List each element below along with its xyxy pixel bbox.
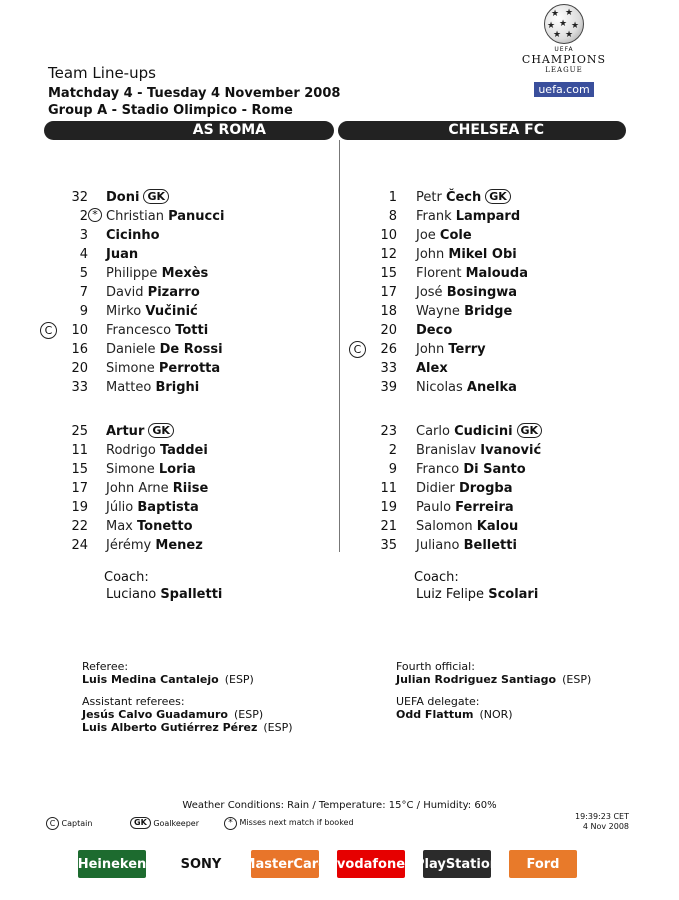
- matchday-line: Matchday 4 - Tuesday 4 November 2008: [48, 86, 341, 101]
- player-last-name: Baptista: [137, 500, 199, 515]
- player-last-name: Artur: [106, 424, 145, 439]
- goalkeeper-icon: GK: [485, 189, 511, 204]
- player-last-name: Čech: [445, 190, 482, 205]
- assistants-label: Assistant referees:: [82, 695, 185, 708]
- away-subs-row: [0, 517, 679, 536]
- home-player-number: 4: [79, 247, 88, 262]
- away-player-name: [416, 188, 511, 207]
- assistant1-name: [82, 708, 263, 721]
- logo-uefa-text: UEFA: [554, 46, 574, 53]
- home-player-number: 10: [71, 323, 88, 338]
- away-player-number: 9: [388, 462, 397, 477]
- away-player-name: [416, 245, 517, 264]
- away-player-number: 26: [380, 342, 397, 357]
- fourth-official-name-text: Julian Rodriguez Santiago: [396, 673, 557, 686]
- player-last-name: Ivanović: [480, 443, 542, 458]
- referee-nat: (ESP): [224, 673, 254, 686]
- home-player-number: 33: [71, 380, 88, 395]
- away-subs-row: [0, 498, 679, 517]
- fourth-official-name: [396, 673, 591, 686]
- uefa-com-badge: uefa.com: [534, 82, 593, 97]
- away-player-name: [416, 378, 517, 397]
- champions-league-logo: [518, 4, 610, 97]
- captain-icon: C: [40, 322, 57, 339]
- away-player-number: 12: [380, 247, 397, 262]
- goalkeeper-icon: GK: [517, 423, 543, 438]
- home-player-number: 5: [79, 266, 88, 281]
- timestamp-date: 4 Nov 2008: [582, 822, 629, 831]
- away-player-number: 23: [380, 424, 397, 439]
- away-player-number: 10: [380, 228, 397, 243]
- home-coach-first: Luciano: [106, 587, 157, 602]
- away-player-name: [416, 422, 542, 441]
- delegate-label: UEFA delegate:: [396, 695, 480, 708]
- player-first-name: Max: [106, 519, 138, 534]
- player-first-name: José: [416, 285, 447, 300]
- referee-name-text: Luis Medina Cantalejo: [82, 673, 219, 686]
- goalkeeper-icon: GK: [130, 817, 151, 829]
- player-first-name: Wayne: [416, 304, 465, 319]
- away-player-number: 19: [380, 500, 397, 515]
- player-last-name: Cicinho: [106, 228, 160, 243]
- page-title: Team Line-ups: [48, 64, 156, 82]
- away-player-number: 15: [380, 266, 397, 281]
- weather-conditions: Weather Conditions: Rain / Temperature: 15°C / Humidity: 60%: [182, 800, 497, 811]
- player-first-name: Matteo: [106, 380, 156, 395]
- home-team-bar: [44, 121, 334, 140]
- away-coach-name: [416, 587, 538, 602]
- player-last-name: Drogba: [458, 481, 513, 496]
- fourth-official-label: Fourth official:: [396, 660, 475, 673]
- assistant1-nat: (ESP): [234, 708, 264, 721]
- home-player-number: 15: [71, 462, 88, 477]
- player-first-name: Florent: [416, 266, 466, 281]
- venue-line: Group A - Stadio Olimpico - Rome: [48, 103, 293, 118]
- legend-captain-text: Captain: [61, 819, 93, 828]
- fourth-official-nat: (ESP): [562, 673, 592, 686]
- away-subs-row: [0, 460, 679, 479]
- player-first-name: Júlio: [106, 500, 138, 515]
- away-player-number: 18: [380, 304, 397, 319]
- away-starters-row: [0, 283, 679, 302]
- player-last-name: Kalou: [476, 519, 519, 534]
- away-player-name: [416, 302, 512, 321]
- home-coach-label: Coach:: [104, 570, 149, 585]
- away-player-number: 35: [380, 538, 397, 553]
- player-last-name: Tonetto: [137, 519, 193, 534]
- player-first-name: Didier: [416, 481, 459, 496]
- home-player-number: 2: [79, 209, 88, 224]
- away-starters-row: [0, 302, 679, 321]
- player-last-name: Taddei: [159, 443, 208, 458]
- assistant2-nat: (ESP): [263, 721, 293, 734]
- delegate-name-text: Odd Flattum: [396, 708, 474, 721]
- player-first-name: Franco: [416, 462, 464, 477]
- player-last-name: Di Santo: [463, 462, 526, 477]
- home-player-number: 20: [71, 361, 88, 376]
- assistant1-name-text: Jesús Calvo Guadamuro: [82, 708, 228, 721]
- player-last-name: De Rossi: [159, 342, 223, 357]
- legend-suspension: [224, 817, 354, 830]
- player-first-name: Branislav: [416, 443, 481, 458]
- player-last-name: Loria: [158, 462, 196, 477]
- away-starters-row: [0, 321, 679, 340]
- sponsor-logo-ford: Ford: [509, 850, 577, 878]
- sponsor-logo-vodafone: vodafone: [337, 850, 405, 878]
- away-player-name: [416, 340, 486, 359]
- player-first-name: Nicolas: [416, 380, 467, 395]
- legend-susp-text: Misses next match if booked: [239, 818, 354, 827]
- player-last-name: Totti: [175, 323, 209, 338]
- away-player-name: [416, 460, 526, 479]
- player-first-name: Francesco: [106, 323, 176, 338]
- referee-name: [82, 673, 254, 686]
- player-first-name: Rodrigo: [106, 443, 160, 458]
- timestamp-time: 19:39:23 CET: [575, 812, 629, 821]
- player-first-name: Simone: [106, 462, 159, 477]
- home-player-number: 16: [71, 342, 88, 357]
- away-player-number: 39: [380, 380, 397, 395]
- home-player-number: 3: [79, 228, 88, 243]
- player-last-name: Belletti: [463, 538, 517, 553]
- legend-gk-text: Goalkeeper: [153, 819, 200, 828]
- legend-goalkeeper: [130, 817, 199, 829]
- player-first-name: Juliano: [416, 538, 464, 553]
- player-first-name: David: [106, 285, 148, 300]
- away-player-name: [416, 359, 448, 378]
- player-first-name: John: [416, 247, 449, 262]
- player-first-name: Simone: [106, 361, 159, 376]
- away-coach-first: Luiz Felipe: [416, 587, 485, 602]
- assistant2-name-text: Luis Alberto Gutiérrez Pérez: [82, 721, 258, 734]
- player-last-name: Juan: [106, 247, 139, 262]
- player-last-name: Cole: [439, 228, 472, 243]
- player-last-name: Vučinić: [145, 304, 198, 319]
- player-first-name: Paulo: [416, 500, 456, 515]
- home-player-number: 24: [71, 538, 88, 553]
- player-last-name: Menez: [155, 538, 203, 553]
- player-last-name: Malouda: [465, 266, 529, 281]
- delegate-name: [396, 708, 513, 721]
- suspension-icon: *: [88, 208, 102, 222]
- player-last-name: Doni: [106, 190, 140, 205]
- away-player-number: 20: [380, 323, 397, 338]
- player-first-name: Joe: [416, 228, 440, 243]
- player-first-name: Mirko: [106, 304, 146, 319]
- legend-captain: [46, 817, 92, 830]
- away-subs-row: [0, 441, 679, 460]
- starball-icon: ★ ★ ★ ★ ★ ★ ★: [544, 4, 584, 44]
- player-last-name: Bosingwa: [446, 285, 518, 300]
- player-first-name: Christian: [106, 209, 169, 224]
- suspension-icon: *: [224, 817, 237, 830]
- player-last-name: Perrotta: [158, 361, 221, 376]
- away-player-name: [416, 536, 517, 555]
- goalkeeper-icon: GK: [148, 423, 174, 438]
- away-starters-row: [0, 207, 679, 226]
- away-starters-row: [0, 226, 679, 245]
- logo-champions-text: CHAMPIONS: [521, 53, 607, 66]
- player-first-name: John: [416, 342, 449, 357]
- player-last-name: Pizarro: [147, 285, 200, 300]
- away-coach-label: Coach:: [414, 570, 459, 585]
- home-player-number: 11: [71, 443, 88, 458]
- away-subs-row: [0, 422, 679, 441]
- delegate-nat: (NOR): [479, 708, 513, 721]
- away-player-number: 2: [388, 443, 397, 458]
- away-player-name: [416, 207, 520, 226]
- away-player-number: 8: [388, 209, 397, 224]
- away-player-number: 17: [380, 285, 397, 300]
- player-first-name: John Arne: [106, 481, 173, 496]
- away-starters-row: [0, 378, 679, 397]
- away-player-name: [416, 479, 513, 498]
- goalkeeper-icon: GK: [143, 189, 169, 204]
- home-player-number: 25: [71, 424, 88, 439]
- away-player-name: [416, 226, 472, 245]
- away-player-name: [416, 498, 514, 517]
- away-subs-row: [0, 479, 679, 498]
- player-last-name: Mikel Obi: [448, 247, 517, 262]
- home-player-number: 17: [71, 481, 88, 496]
- sponsor-logo-heineken: Heineken: [78, 850, 146, 878]
- away-player-name: [416, 441, 541, 460]
- player-last-name: Deco: [416, 323, 453, 338]
- player-first-name: Salomon: [416, 519, 477, 534]
- player-first-name: Carlo: [416, 424, 455, 439]
- away-player-number: 33: [380, 361, 397, 376]
- away-starters-row: [0, 245, 679, 264]
- away-starters-row: [0, 188, 679, 207]
- referee-label: Referee:: [82, 660, 129, 673]
- player-first-name: Frank: [416, 209, 456, 224]
- sponsor-logo-playstation: PlayStation: [423, 850, 491, 878]
- player-last-name: Mexès: [161, 266, 209, 281]
- player-last-name: Terry: [448, 342, 486, 357]
- away-player-name: [416, 264, 528, 283]
- away-team-name: CHELSEA FC: [448, 122, 544, 138]
- home-player-number: 19: [71, 500, 88, 515]
- player-last-name: Ferreira: [455, 500, 514, 515]
- away-player-name: [416, 321, 452, 340]
- player-first-name: Jérémy: [106, 538, 156, 553]
- home-coach-last: Spalletti: [160, 587, 223, 602]
- away-subs-row: [0, 536, 679, 555]
- away-starters-row: [0, 359, 679, 378]
- player-first-name: Petr: [416, 190, 446, 205]
- player-last-name: Alex: [416, 361, 448, 376]
- player-last-name: Panucci: [168, 209, 225, 224]
- player-last-name: Bridge: [464, 304, 513, 319]
- away-starters-row: [0, 340, 679, 359]
- player-last-name: Riise: [172, 481, 209, 496]
- home-coach-name: [106, 587, 222, 602]
- player-first-name: Daniele: [106, 342, 160, 357]
- assistant2-name: [82, 721, 293, 734]
- logo-league-text: LEAGUE: [545, 66, 583, 74]
- player-first-name: Philippe: [106, 266, 162, 281]
- home-player-number: 22: [71, 519, 88, 534]
- player-last-name: Anelka: [466, 380, 517, 395]
- away-player-name: [416, 517, 518, 536]
- sponsor-logo-mastercard: MasterCard: [251, 850, 319, 878]
- away-player-number: 11: [380, 481, 397, 496]
- player-last-name: Cudicini: [454, 424, 513, 439]
- away-player-number: 21: [380, 519, 397, 534]
- away-player-number: 1: [388, 190, 397, 205]
- home-player-number: 7: [79, 285, 88, 300]
- home-player-number: 32: [71, 190, 88, 205]
- away-team-bar: [338, 121, 626, 140]
- home-player-number: 9: [79, 304, 88, 319]
- home-team-name: AS ROMA: [192, 122, 266, 138]
- captain-icon: C: [349, 341, 366, 358]
- away-starters-row: [0, 264, 679, 283]
- player-last-name: Brighi: [155, 380, 200, 395]
- timestamp: [575, 812, 629, 832]
- player-last-name: Lampard: [455, 209, 521, 224]
- captain-icon: C: [46, 817, 59, 830]
- away-coach-last: Scolari: [488, 587, 539, 602]
- sponsor-logo-sony: SONY: [167, 850, 235, 878]
- away-player-name: [416, 283, 517, 302]
